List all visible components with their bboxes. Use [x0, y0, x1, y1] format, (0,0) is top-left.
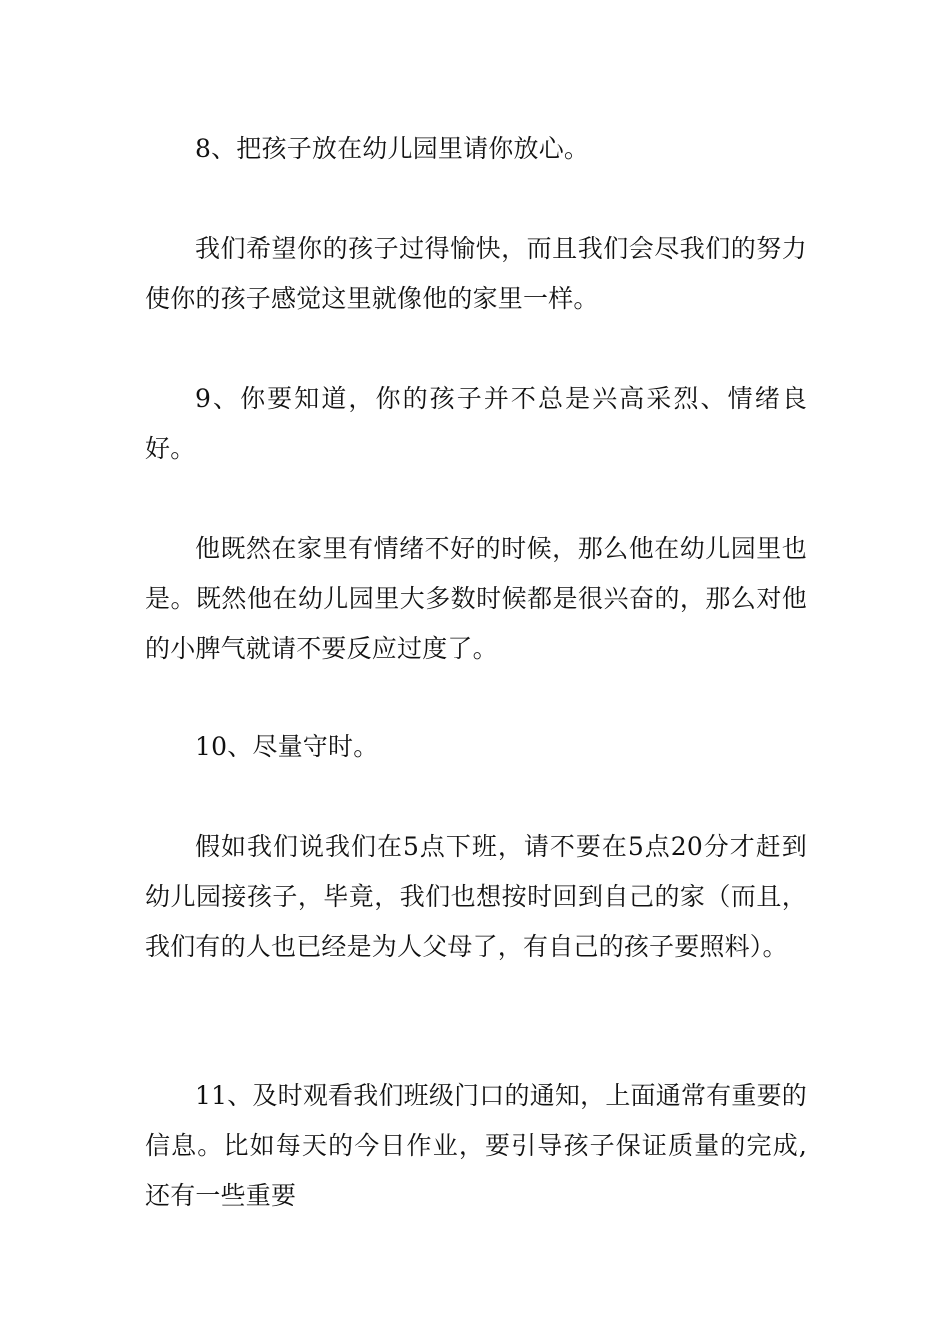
- item-8-heading: 8、把孩子放在幼儿园里请你放心。: [195, 134, 590, 163]
- item-8-body: 我们希望你的孩子过得愉快，而且我们会尽我们的努力使你的孩子感觉这里就像他的家里一样。: [145, 234, 807, 313]
- item-9-body: 他既然在家里有情绪不好的时候，那么他在幼儿园里也是。既然他在幼儿园里大多数时候都是很兴奋的，那么对他的小脾气就请不要反应过度了。: [145, 534, 807, 663]
- item-10-body: 假如我们说我们在5点下班，请不要在5点20分才赶到幼儿园接孩子，毕竟，我们也想按时回到自己的家（而且，我们有的人也已经是为人父母了，有自己的孩子要照料）。: [145, 832, 807, 961]
- item-9-heading: 9、你要知道，你的孩子并不总是兴高采烈、情绪良好。: [145, 384, 807, 463]
- item-10-heading: 10、尽量守时。: [195, 732, 379, 761]
- item-11-paragraph: 11、及时观看我们班级门口的通知，上面通常有重要的信息。比如每天的今日作业，要引导孩子保证质量的完成,还有一些重要: [145, 1081, 807, 1210]
